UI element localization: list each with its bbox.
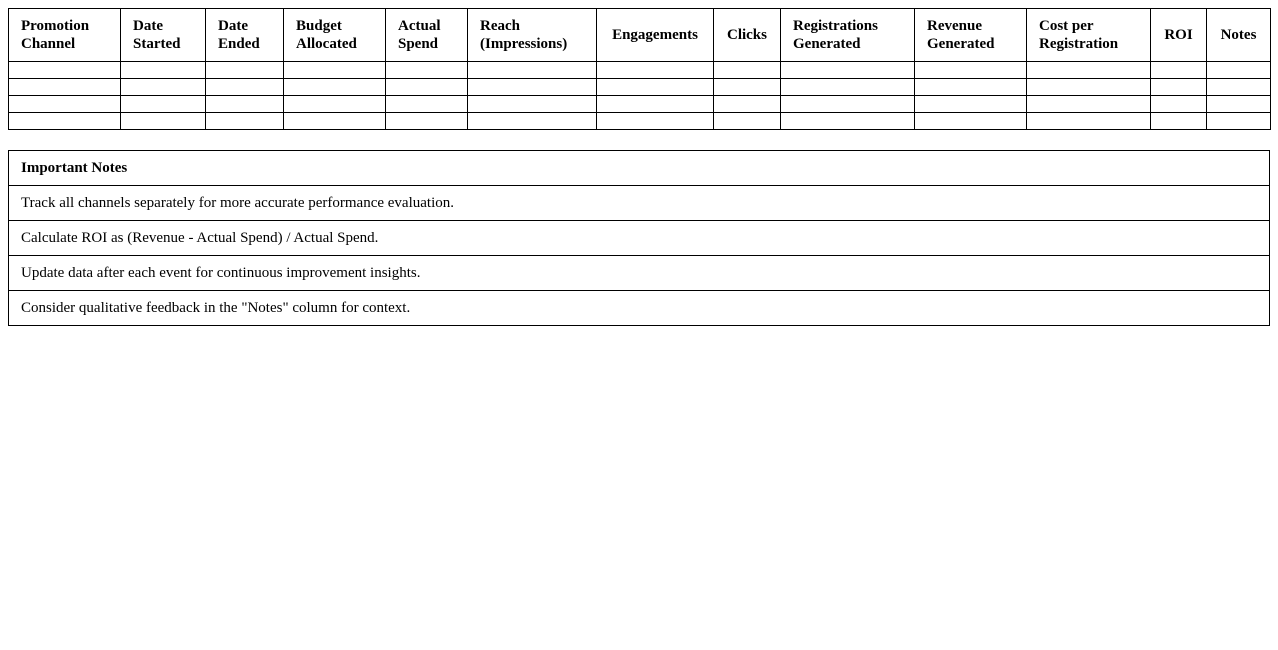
column-header-budget-allocated: Budget Allocated: [284, 9, 386, 62]
table-cell[interactable]: [468, 62, 597, 79]
table-cell[interactable]: [714, 96, 781, 113]
table-cell[interactable]: [1151, 96, 1207, 113]
table-cell[interactable]: [386, 113, 468, 130]
column-header-promotion-channel: Promotion Channel: [9, 9, 121, 62]
table-cell[interactable]: [597, 79, 714, 96]
table-header-row: [9, 9, 1271, 62]
table-cell[interactable]: [1027, 79, 1151, 96]
table-cell[interactable]: [1027, 62, 1151, 79]
note-item: Calculate ROI as (Revenue - Actual Spend) / Actual Spend.: [9, 221, 1270, 256]
column-header-roi: ROI: [1151, 9, 1207, 62]
column-header-notes: Notes: [1207, 9, 1271, 62]
column-header-engagements: Engagements: [597, 9, 714, 62]
column-header-date-ended: Date Ended: [206, 9, 284, 62]
table-cell[interactable]: [915, 62, 1027, 79]
note-row: [9, 291, 1270, 326]
table-cell[interactable]: [386, 62, 468, 79]
table-cell[interactable]: [781, 96, 915, 113]
table-cell[interactable]: [206, 62, 284, 79]
table-cell[interactable]: [597, 113, 714, 130]
column-header-actual-spend: Actual Spend: [386, 9, 468, 62]
table-cell[interactable]: [1207, 96, 1271, 113]
column-header-registrations-generated: Registrations Generated: [781, 9, 915, 62]
table-cell[interactable]: [284, 79, 386, 96]
table-cell[interactable]: [597, 96, 714, 113]
table-cell[interactable]: [284, 96, 386, 113]
table-cell[interactable]: [1207, 113, 1271, 130]
table-cell[interactable]: [121, 96, 206, 113]
table-cell[interactable]: [915, 79, 1027, 96]
table-row: [9, 96, 1271, 113]
table-cell[interactable]: [386, 96, 468, 113]
table-row: [9, 79, 1271, 96]
table-cell[interactable]: [468, 113, 597, 130]
column-header-cost-per-registration: Cost per Registration: [1027, 9, 1151, 62]
table-cell[interactable]: [781, 79, 915, 96]
table-row: [9, 113, 1271, 130]
table-cell[interactable]: [915, 96, 1027, 113]
table-cell[interactable]: [1151, 79, 1207, 96]
note-row: [9, 186, 1270, 221]
note-row: [9, 256, 1270, 291]
table-cell[interactable]: [386, 79, 468, 96]
table-cell[interactable]: [714, 79, 781, 96]
table-cell[interactable]: [1151, 62, 1207, 79]
table-cell[interactable]: [597, 62, 714, 79]
promotion-tracker-table: [8, 8, 1271, 130]
table-cell[interactable]: [1027, 96, 1151, 113]
table-cell[interactable]: [284, 113, 386, 130]
table-cell[interactable]: [121, 113, 206, 130]
important-notes-table: [8, 150, 1270, 326]
note-item: Consider qualitative feedback in the "Notes" column for context.: [9, 291, 1270, 326]
note-item: Update data after each event for continuous improvement insights.: [9, 256, 1270, 291]
table-cell[interactable]: [781, 62, 915, 79]
column-header-date-started: Date Started: [121, 9, 206, 62]
table-cell[interactable]: [468, 79, 597, 96]
note-row: [9, 221, 1270, 256]
table-cell[interactable]: [915, 113, 1027, 130]
table-cell[interactable]: [714, 113, 781, 130]
column-header-revenue-generated: Revenue Generated: [915, 9, 1027, 62]
table-cell[interactable]: [9, 79, 121, 96]
note-item: Track all channels separately for more accurate performance evaluation.: [9, 186, 1270, 221]
table-cell[interactable]: [9, 113, 121, 130]
table-cell[interactable]: [206, 79, 284, 96]
notes-heading-row: [9, 151, 1270, 186]
column-header-clicks: Clicks: [714, 9, 781, 62]
table-cell[interactable]: [1027, 113, 1151, 130]
table-cell[interactable]: [781, 113, 915, 130]
table-cell[interactable]: [1207, 62, 1271, 79]
table-cell[interactable]: [9, 62, 121, 79]
notes-heading: Important Notes: [9, 151, 1270, 186]
table-cell[interactable]: [121, 62, 206, 79]
table-cell[interactable]: [1151, 113, 1207, 130]
table-cell[interactable]: [1207, 79, 1271, 96]
column-header-reach: Reach (Impressions): [468, 9, 597, 62]
table-cell[interactable]: [206, 96, 284, 113]
table-cell[interactable]: [9, 96, 121, 113]
table-cell[interactable]: [121, 79, 206, 96]
table-row: [9, 62, 1271, 79]
table-cell[interactable]: [284, 62, 386, 79]
table-cell[interactable]: [714, 62, 781, 79]
table-cell[interactable]: [206, 113, 284, 130]
table-body: [9, 62, 1271, 130]
table-cell[interactable]: [468, 96, 597, 113]
